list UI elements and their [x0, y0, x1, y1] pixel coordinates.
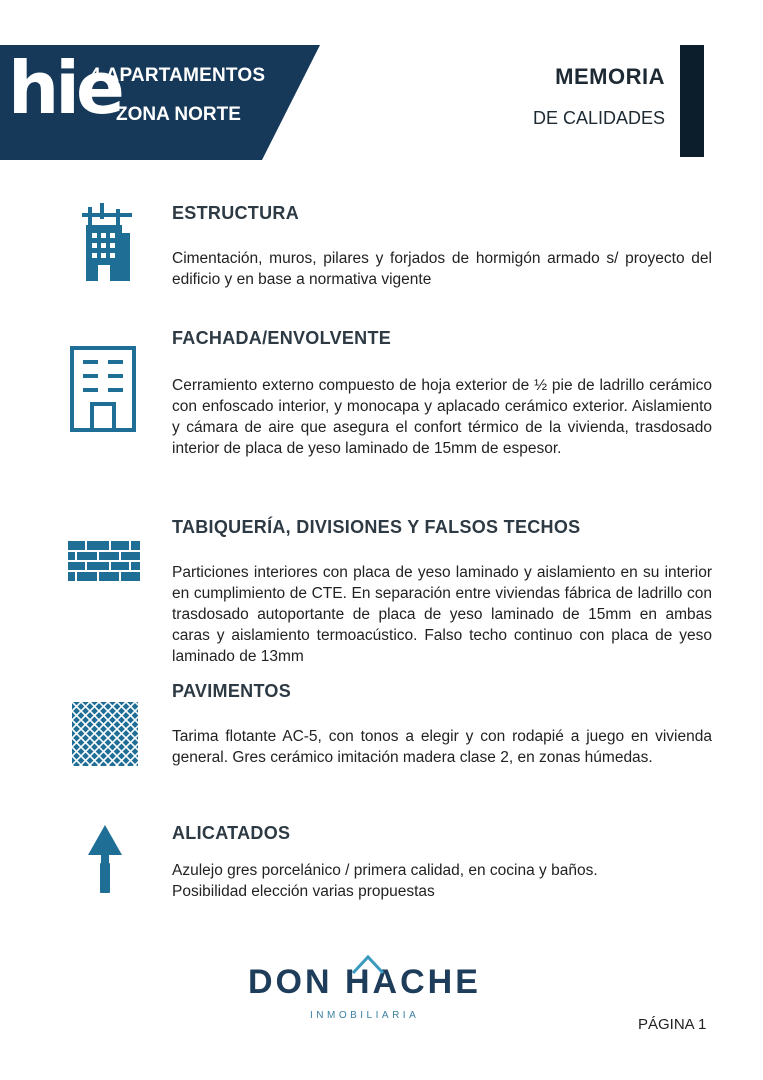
donhache-subtitle: INMOBILIARIA: [310, 1010, 420, 1021]
page-number: PÁGINA 1: [638, 1016, 707, 1033]
banner-line-2: ZONA NORTE: [116, 104, 241, 125]
brick-wall-icon: [68, 541, 140, 581]
section-text: Cimentación, muros, pilares y forjados de hormigón armado s/ proyecto del edificio y en base a normativa vigente: [172, 250, 712, 288]
house-roof-icon: [351, 953, 385, 975]
tile-pattern-icon: [72, 702, 138, 766]
document-title: MEMORIA: [555, 64, 665, 89]
section-text: Tarima flotante AC-5, con tonos a elegir y con rodapié a juego en vivienda general. Gres cerámico imitación madera clase 2, en zonas húmedas.: [172, 728, 712, 766]
header-accent-bar: [680, 45, 704, 157]
building-facade-icon: [70, 346, 136, 432]
trowel-icon: [88, 825, 122, 893]
section-alicatados: [172, 823, 712, 902]
section-text: Cerramiento externo compuesto de hoja exterior de ½ pie de ladrillo cerámico con enfoscado interior, y monocapa y aplacado cerámico exterior. Aislamiento y cámara de aire que asegura el confort térmico de la vivienda, trasdosado interior de placa de yeso laminado de 15mm de espesor.: [172, 377, 712, 457]
section-text-line-1: Azulejo gres porcelánico / primera calidad, en cocina y baños.: [172, 862, 598, 879]
section-fachada: [172, 328, 712, 459]
building-crane-icon: [76, 203, 138, 281]
section-title: ESTRUCTURA: [172, 203, 299, 223]
section-title: ALICATADOS: [172, 823, 291, 843]
donhache-logo: DON HACHE: [248, 963, 481, 1001]
banner-line-1: 4 APARTAMENTOS: [90, 65, 266, 86]
document-subtitle: DE CALIDADES: [532, 108, 665, 128]
section-text-line-2: Posibilidad elección varias propuestas: [172, 883, 435, 900]
section-text: Particiones interiores con placa de yeso laminado y aislamiento en su interior en cumplimiento de CTE. En separación entre viviendas fábrica de ladrillo con trasdosado autoportante de placa de yeso laminado de 15mm en ambas caras y aislamiento termoacústico. Falso techo continuo con placa de yeso laminado de 13mm: [172, 564, 712, 665]
section-pavimentos: [172, 681, 712, 768]
section-title: FACHADA/ENVOLVENTE: [172, 328, 392, 348]
section-tabiqueria: [172, 517, 712, 667]
section-estructura: [172, 203, 712, 290]
hie-logo: hie: [8, 46, 121, 130]
section-title: TABIQUERÍA, DIVISIONES Y FALSOS TECHOS: [172, 517, 581, 537]
section-title: PAVIMENTOS: [172, 681, 292, 701]
